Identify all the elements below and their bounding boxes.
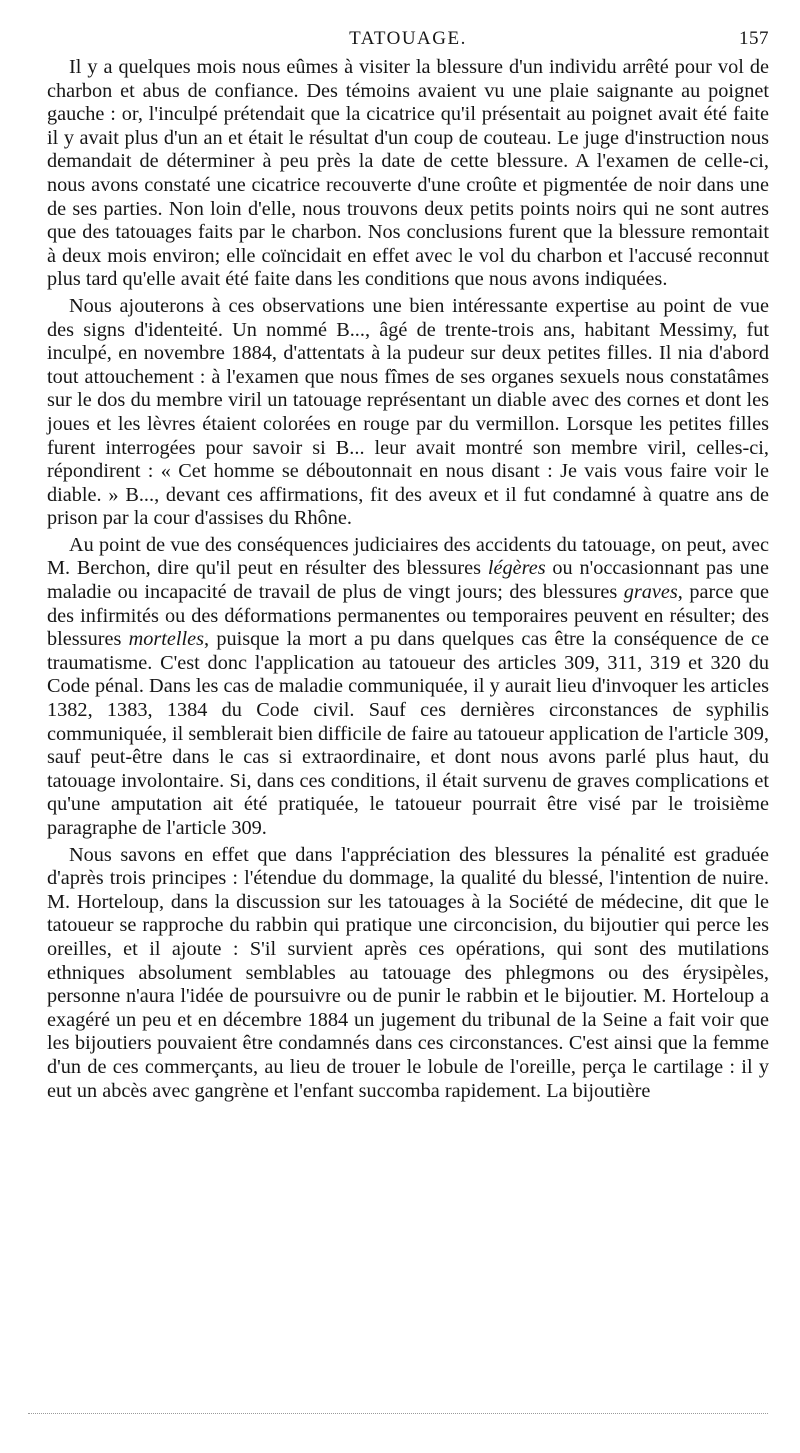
paragraph — [47, 56, 769, 292]
italic-term: légères — [487, 557, 546, 580]
paragraph-text: , puisque la mort a pu dans quelques cas être la conséquence de ce traumatisme. C'est donc l'application au tatoueur des articles 309, 311, 319 et 320 du Code pénal. Dans les cas de maladie communiquée, il y aurait lieu d'invoquer les articles 1382, 1383, 1384 du Code civil. Sauf ces dernières circonstances de syphilis communiquée, il semblerait bien difficile de faire au tatoueur application de l'article 309, sauf peut-être dans le cas si extraordinaire, et dont nous avons parlé plus haut, du tatouage involontaire. Si, dans ces conditions, il était survenu de graves complications et qu'une amputation ait été pratiquée, le tatoueur pourrait être visé par le troisième paragraphe de l'article 309. — [47, 628, 770, 839]
running-title: TATOUAGE. — [349, 28, 467, 49]
paragraph — [47, 844, 769, 1104]
paragraph-text: , parce que des infirmités ou des déformations permanentes ou temporaires peuvent en résulter; des blessures — [47, 581, 769, 651]
page — [47, 28, 769, 1106]
italic-term: mortelles — [128, 628, 205, 651]
paragraph-text: Nous savons en effet que dans l'appréciation des blessures la pénalité est graduée d'après trois principes : l'étendue du dommage, la qualité du blessé, l'intention de nuire. M. Horteloup, dans la discussion sur les tatouages à la Société de médecine, dit que le tatoueur se rapproche du rabbin qui pratique une circoncision, du bijoutier qui perce les oreilles, et il ajoute : S'il survient après ces opérations, qui sont des mutilations ethniques absolument semblables au tatouage des phlegmons ou des érysipèles, personne n'aura l'idée de poursuivre ou de punir le rabbin et le bijoutier. M. Horteloup a exagéré un peu et en décembre 1884 un jugement du tribunal de la Seine a fait voir que les bijoutiers pouvaient être condamnés dans ces circonstances. C'est ainsi que la femme d'un de ces commerçants, au lieu de trouer le lobule de l'oreille, perça le cartilage : il y eut un abcès avec gangrène et l'enfant succomba rapidement. La bijoutière — [47, 843, 769, 1102]
paragraph-text: ou n'occasionnant pas une maladie ou incapacité de travail de plus de vingt jours; des blessures — [47, 557, 769, 604]
footer-rule — [28, 1413, 768, 1414]
paragraph — [47, 534, 769, 841]
body-text — [47, 56, 769, 1103]
page-number: 157 — [739, 28, 769, 49]
paragraph-text: Au point de vue des conséquences judiciaires des accidents du tatouage, on peut, avec M. Berchon, dire qu'il peut en résulter des blessures — [47, 533, 769, 580]
running-head — [47, 28, 769, 56]
paragraph-text: Il y a quelques mois nous eûmes à visiter la blessure d'un individu arrêté pour vol de charbon et abus de confiance. Des témoins avaient vu une plaie saignante au poignet gauche : or, l'inculpé prétendait que la cicatrice qu'il présentait au poignet avait été faite il y avait plus d'un an et était le résultat d'un coup de couteau. Le juge d'instruction nous demandait de déterminer à peu près la date de cette blessure. A l'examen de celle-ci, nous avons constaté une cicatrice recouverte d'une croûte et pigmentée de noir dans une de ses parties. Non loin d'elle, nous trouvons deux petits points noirs qui ne sont autres que des tatouages faits par le charbon. Nos conclusions furent que la blessure remontait à deux mois environ; elle coïncidait en effet avec le vol du charbon et l'accusé reconnut plus tard qu'elle avait été faite dans les conditions que nous avons indiquées. — [47, 56, 769, 291]
paragraph — [47, 295, 769, 531]
paragraph-text: Nous ajouterons à ces observations une bien intéressante expertise au point de vue des signs d'identeité. Un nommé B..., âgé de trente-trois ans, habitant Messimy, fut inculpé, en novembre 1884, d'attentats à la pudeur sur deux petites filles. Il nia d'abord tout attouchement : à l'examen que nous fîmes de ses organes sexuels nous constatâmes sur le dos du membre viril un tatouage représentant un diable avec des cornes et dont les joues et les lèvres étaient colorées en rouge par du vermillon. Lorsque les petites filles furent interrogées pour savoir si B... leur avait montré son membre viril, celles-ci, répondirent : « Cet homme se déboutonnait en nous disant : Je vais vous faire voir le diable. » B..., devant ces affirmations, fit des aveux et il fut condamné à quatre ans de prison par la cour d'assises du Rhône. — [47, 294, 769, 530]
italic-term: graves — [623, 581, 678, 604]
